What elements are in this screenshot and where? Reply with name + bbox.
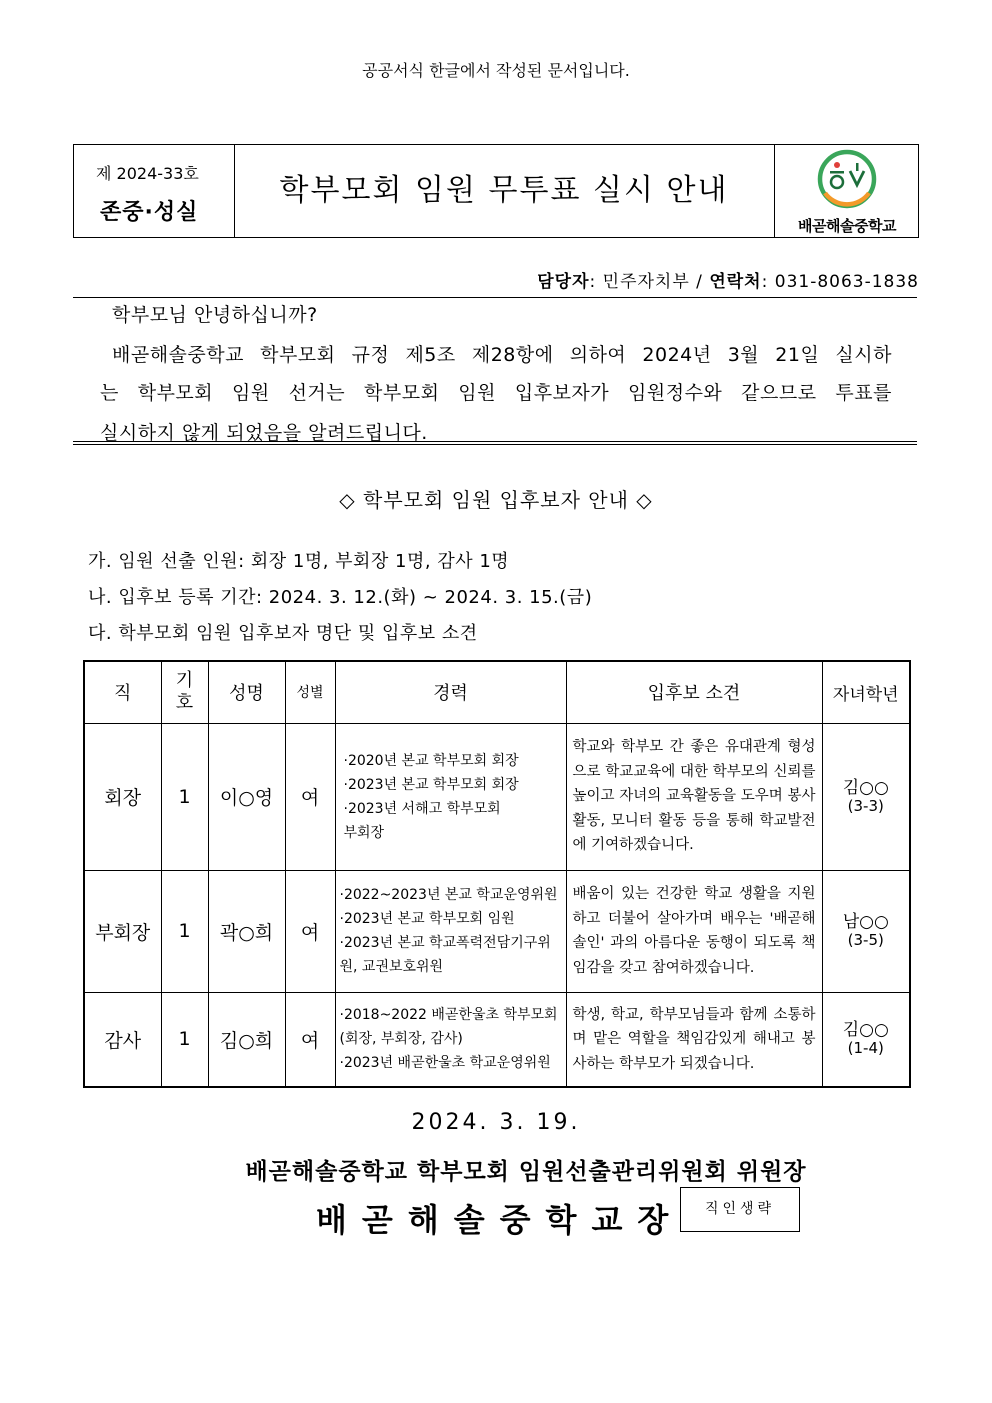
row-number: 1 bbox=[161, 870, 208, 992]
divider-top bbox=[73, 297, 917, 298]
row-gender: 여 bbox=[285, 723, 335, 870]
row-career: ·2020년 본교 학부모회 회장 ·2023년 본교 학부모회 회장 ·2023년 서해고 학부모회 부회장 bbox=[335, 723, 566, 870]
body-line-4: 실시하지 않게 되었음을 알려드립니다. bbox=[100, 422, 428, 444]
greeting: 학부모님 안녕하십니까? bbox=[112, 304, 318, 326]
row-position: 부회장 bbox=[84, 870, 161, 992]
row-pledge: 학생, 학교, 학부모님들과 함께 소통하며 맡은 역할을 책임감있게 해내고 봉사하는 학부모가 되겠습니다. bbox=[566, 992, 822, 1087]
document-header bbox=[73, 144, 919, 238]
school-logo-icon bbox=[817, 149, 877, 211]
table-header-row bbox=[84, 661, 910, 723]
table-row bbox=[84, 870, 910, 992]
contact-phone: 031-8063-1838 bbox=[774, 272, 919, 292]
document-number: 제 2024-33호 bbox=[96, 164, 199, 183]
top-note: 공공서식 한글에서 작성된 문서입니다. bbox=[362, 61, 630, 80]
header-career: 경력 bbox=[335, 661, 566, 723]
body-line-2: 배곧해솔중학교 학부모회 규정 제5조 제28항에 의하여 2024년 3월 21일 실시하 bbox=[112, 344, 892, 366]
row-number: 1 bbox=[161, 992, 208, 1087]
row-career: ·2022~2023년 본교 학교운영위원 ·2023년 본교 학부모회 임원 ·2023년 본교 학교폭력전담기구위원, 교권보호위원 bbox=[335, 870, 566, 992]
divider-bottom-1 bbox=[73, 441, 917, 442]
row-career: ·2018~2022 배곧한울초 학부모회(회장, 부회장, 감사) ·2023년 배곧한울초 학교운영위원 bbox=[335, 992, 566, 1087]
row-child: 김○○ (3-3) bbox=[822, 723, 910, 870]
body-line-3: 는 학부모회 임원 선거는 학부모회 임원 입후보자가 임원정수와 같으므로 투표를 bbox=[100, 382, 892, 404]
committee-signature: 배곧해솔중학교 학부모회 임원선출관리위원회 위원장 bbox=[245, 1159, 807, 1185]
school-motto: 존중·성실 bbox=[100, 200, 199, 225]
principal-signature: 배곧해솔중학교장 bbox=[316, 1201, 684, 1239]
contact-person: 민주자치부 bbox=[602, 272, 690, 292]
header-left-cell bbox=[74, 145, 235, 237]
header-pledge: 입후보 소견 bbox=[566, 661, 822, 723]
row-pledge: 학교와 학부모 간 좋은 유대관계 형성으로 학교교육에 대한 학부모의 신뢰를 높이고 자녀의 교육활동을 도우며 봉사활동, 모니터 활동 등을 통해 학교발전에 기여하겠습니다. bbox=[566, 723, 822, 870]
seal-omitted-box: 직인생략 bbox=[680, 1187, 800, 1232]
header-name: 성명 bbox=[208, 661, 285, 723]
contact-info: 담당자: 민주자치부 / 연락처: 031-8063-1838 bbox=[537, 272, 919, 292]
header-number: 기 호 bbox=[161, 661, 208, 723]
document-title: 학부모회 임원 무투표 실시 안내 bbox=[279, 173, 729, 208]
row-position: 회장 bbox=[84, 723, 161, 870]
issue-date: 2024. 3. 19. bbox=[411, 1110, 581, 1135]
row-gender: 여 bbox=[285, 870, 335, 992]
header-child: 자녀학년 bbox=[822, 661, 910, 723]
section-title: ◇ 학부모회 임원 입후보자 안내 ◇ bbox=[339, 488, 653, 512]
row-child: 남○○ (3-5) bbox=[822, 870, 910, 992]
info-item-a: 가. 임원 선출 인원: 회장 1명, 부회장 1명, 감사 1명 bbox=[88, 551, 510, 572]
row-name: 김○희 bbox=[208, 992, 285, 1087]
info-item-b: 나. 입후보 등록 기간: 2024. 3. 12.(화) ~ 2024. 3. 15.(금) bbox=[88, 587, 593, 608]
header-position: 직 bbox=[84, 661, 161, 723]
row-gender: 여 bbox=[285, 992, 335, 1087]
header-gender: 성별 bbox=[285, 661, 335, 723]
contact-person-label: 담당자 bbox=[537, 272, 590, 292]
row-position: 감사 bbox=[84, 992, 161, 1087]
candidate-table bbox=[83, 660, 911, 1088]
table-row bbox=[84, 723, 910, 870]
info-item-c: 다. 학부모회 임원 입후보자 명단 및 입후보 소견 bbox=[88, 623, 478, 644]
divider-bottom-2 bbox=[73, 444, 917, 445]
header-logo-cell bbox=[774, 145, 919, 237]
row-number: 1 bbox=[161, 723, 208, 870]
row-name: 이○영 bbox=[208, 723, 285, 870]
school-logo-name: 배곧해솔중학교 bbox=[798, 217, 896, 235]
contact-phone-label: 연락처 bbox=[709, 272, 762, 292]
table-row bbox=[84, 992, 910, 1087]
row-child: 김○○ (1-4) bbox=[822, 992, 910, 1087]
row-name: 곽○희 bbox=[208, 870, 285, 992]
row-pledge: 배움이 있는 건강한 학교 생활을 지원하고 더불어 살아가며 배우는 '배곧해솔인' 과의 아름다운 동행이 되도록 책임감을 갖고 참여하겠습니다. bbox=[566, 870, 822, 992]
